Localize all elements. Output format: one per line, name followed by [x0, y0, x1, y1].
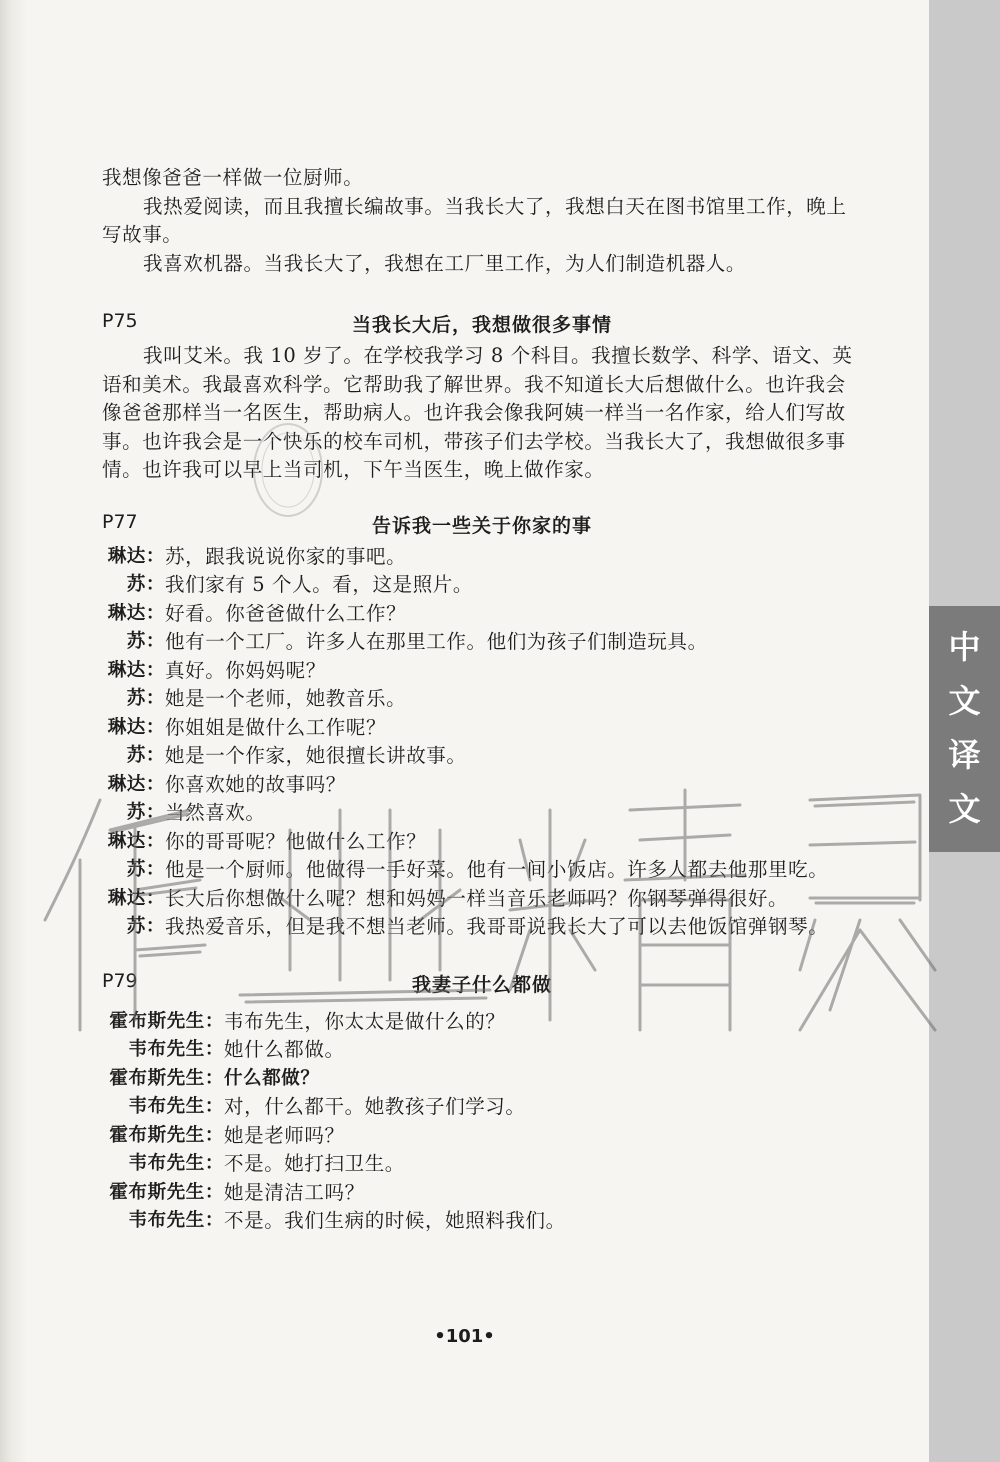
page-content	[102, 164, 862, 1236]
dialogue-text: 当然喜欢。	[165, 801, 266, 824]
dialogue-line	[102, 1179, 862, 1208]
side-tab-char: 译	[948, 736, 981, 774]
dialogue-text: 你喜欢她的故事吗？	[165, 772, 346, 796]
dialogue-text: 他有一个工厂。许多人在那里工作。他们为孩子们制造玩具。	[165, 630, 708, 653]
dialogue-line	[102, 1122, 862, 1151]
dialogue-line	[102, 799, 862, 828]
dialogue-p77	[102, 543, 862, 942]
intro-paragraph: 我喜欢机器。当我长大了，我想在工厂里工作，为人们制造机器人。	[143, 251, 747, 275]
speaker-label: 霍布斯先生：	[109, 1124, 224, 1146]
dialogue-line	[102, 657, 862, 686]
dialogue-line	[102, 1093, 862, 1122]
speaker-label: 琳达：	[107, 602, 165, 624]
dialogue-text: 你姐姐是做什么工作呢？	[165, 715, 387, 739]
dialogue-line	[102, 1207, 862, 1236]
torn-page-edge	[0, 0, 28, 1462]
dialogue-text: 她什么都做。	[224, 1038, 345, 1061]
dialogue-text: 她是一个老师，她教音乐。	[165, 687, 407, 710]
section-heading-p75	[102, 308, 862, 338]
speaker-label: 苏：	[126, 574, 165, 595]
page-number: •101•	[434, 1326, 495, 1347]
dialogue-line	[102, 885, 862, 914]
dialogue-text: 我热爱音乐，但是我不想当老师。我哥哥说我长大了可以去他饭馆弹钢琴。	[165, 915, 829, 938]
side-tab-char: 文	[948, 682, 981, 720]
dialogue-line	[102, 828, 862, 857]
dialogue-text: 她是清洁工吗？	[224, 1180, 365, 1204]
speaker-label: 韦布先生：	[128, 1096, 224, 1117]
dialogue-text: 不是。我们生病的时候，她照料我们。	[224, 1209, 566, 1232]
dialogue-line	[102, 913, 862, 942]
speaker-label: 琳达：	[107, 830, 165, 852]
section-page-ref: P77	[102, 510, 138, 533]
speaker-label: 苏：	[126, 745, 165, 766]
section-title: 我妻子什么都做	[411, 973, 552, 996]
speaker-label: 琳达：	[107, 659, 165, 681]
dialogue-text: 对，什么都干。她教孩子们学习。	[224, 1095, 526, 1118]
dialogue-line	[102, 600, 862, 629]
side-tab-char: 文	[948, 790, 981, 828]
dialogue-line	[102, 856, 862, 885]
dialogue-text: 你的哥哥呢？他做什么工作？	[165, 829, 427, 853]
dialogue-text: 苏，跟我说说你家的事吧。	[165, 544, 407, 568]
speaker-label: 韦布先生：	[128, 1039, 224, 1060]
dialogue-line	[102, 543, 862, 572]
section-title: 告诉我一些关于你家的事	[371, 514, 592, 537]
dialogue-text: 她是老师吗？	[224, 1123, 345, 1147]
section-page-ref: P75	[102, 310, 138, 332]
dialogue-text: 长大后你想做什么呢？想和妈妈一样当音乐老师吗？你钢琴弹得很好。	[165, 886, 789, 910]
dialogue-line	[102, 1065, 862, 1094]
dialogue-line	[102, 1036, 862, 1065]
dialogue-text: 好看。你爸爸做什么工作？	[165, 601, 407, 625]
section-title: 当我长大后，我想做很多事情	[351, 314, 612, 336]
speaker-label: 霍布斯先生：	[109, 1010, 224, 1032]
speaker-label: 韦布先生：	[128, 1210, 224, 1231]
dialogue-line	[102, 571, 862, 600]
speaker-label: 琳达：	[107, 716, 165, 738]
speaker-label: 琳达：	[107, 887, 165, 909]
dialogue-text: 韦布先生，你太太是做什么的？	[224, 1009, 506, 1033]
dialogue-line	[102, 1008, 862, 1037]
intro-paragraph: 我热爱阅读，而且我擅长编故事。当我长大了，我想白天在图书馆里工作，晚上写故事。	[102, 194, 847, 246]
dialogue-line	[102, 742, 862, 771]
intro-paragraph: 我想像爸爸一样做一位厨师。	[102, 166, 364, 189]
dialogue-text: 他是一个厨师。他做得一手好菜。他有一间小饭店。许多人都去他那里吃。	[165, 858, 829, 881]
section-p75-paragraph: 我叫艾米。我 10 岁了。在学校我学习 8 个科目。我擅长数学、科学、语文、英语和美术。我最喜欢科学。它帮助我了解世界。我不知道长大后想做什么。也许我会像爸爸那样当一名医生，帮助病人。也许我会像我阿姨一样当一名作家，给人们写故事。也许我会是一个快乐的校车司机，带孩子们去学校。当我长大了，我想做很多事情。也许我可以早上当司机，下午当医生，晚上做作家。	[102, 344, 853, 481]
speaker-label: 霍布斯先生：	[109, 1067, 224, 1089]
dialogue-line	[102, 628, 862, 657]
dialogue-line	[102, 714, 862, 743]
speaker-label: 韦布先生：	[128, 1153, 224, 1174]
dialogue-text: 我们家有 5 个人。看，这是照片。	[165, 573, 474, 596]
dialogue-text: 什么都做？	[224, 1067, 320, 1089]
section-heading-p77	[102, 509, 862, 539]
dialogue-text: 她是一个作家，她很擅长讲故事。	[165, 744, 467, 767]
speaker-label: 苏：	[126, 916, 165, 937]
speaker-label: 琳达：	[107, 773, 165, 795]
section-heading-p79	[102, 968, 862, 998]
dialogue-line	[102, 771, 862, 800]
speaker-label: 琳达：	[107, 545, 165, 567]
dialogue-p79	[102, 1008, 862, 1236]
speaker-label: 苏：	[126, 802, 165, 823]
side-tab-label	[929, 620, 1000, 836]
dialogue-text: 真好。你妈妈呢？	[165, 658, 326, 682]
dialogue-text: 不是。她打扫卫生。	[224, 1152, 405, 1175]
speaker-label: 苏：	[126, 688, 165, 709]
stamp-icon	[248, 415, 328, 525]
dialogue-line	[102, 685, 862, 714]
speaker-label: 苏：	[126, 631, 165, 652]
section-page-ref: P79	[102, 969, 138, 992]
dialogue-line	[102, 1150, 862, 1179]
speaker-label: 霍布斯先生：	[109, 1181, 224, 1203]
speaker-label: 苏：	[126, 859, 165, 880]
side-tab-char: 中	[948, 628, 981, 666]
